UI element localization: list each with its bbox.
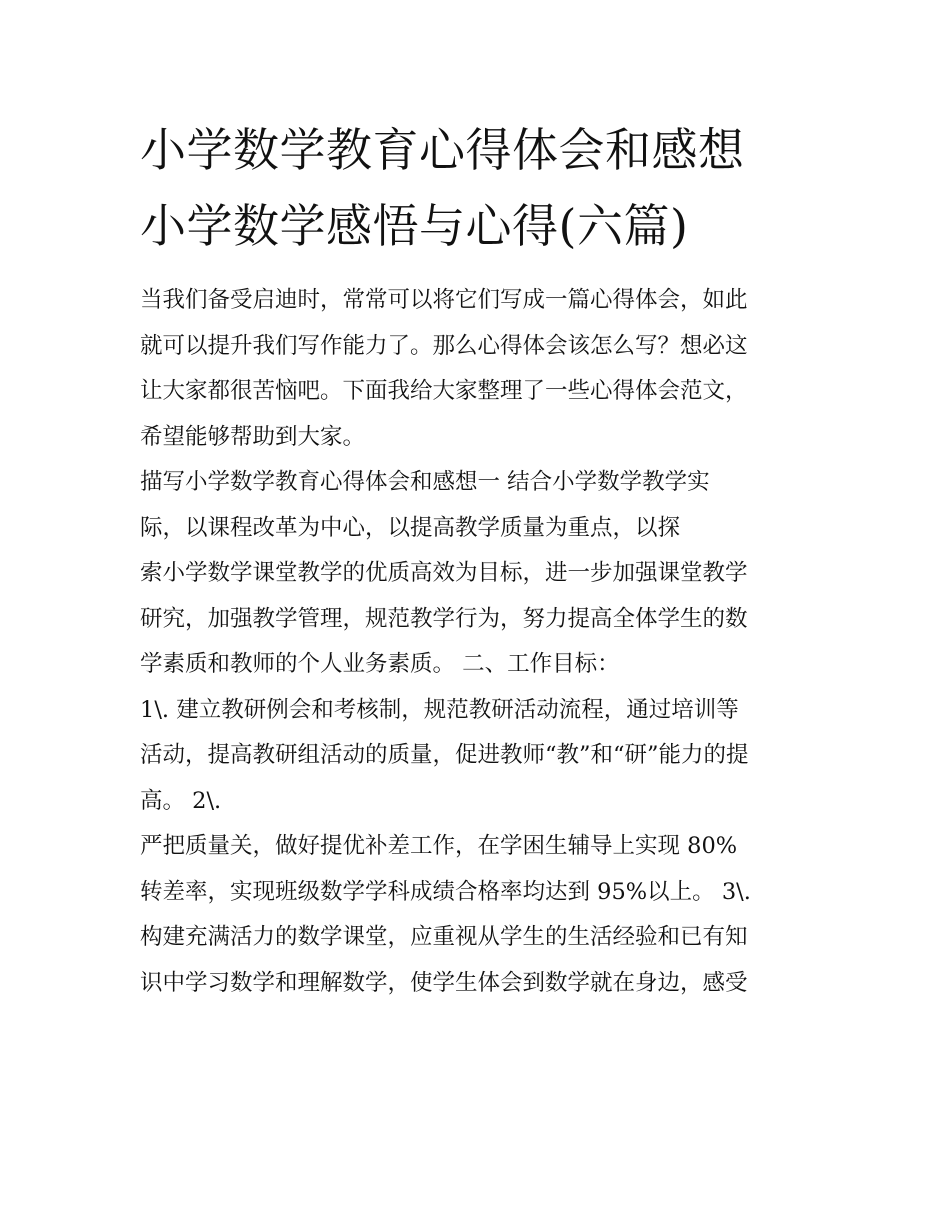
body-line-13: 严把质量关，做好提优补差工作，在学困生辅导上实现 80%	[140, 833, 738, 859]
body-line-5: 描写小学数学教育心得体会和感想一 结合小学数学教学实	[140, 469, 710, 495]
body-line-4: 希望能够帮助到大家。	[140, 423, 366, 450]
body-line-7: 索小学数学课堂教学的优质高效为目标，进一步加强课堂教学	[140, 560, 748, 586]
title-line-1: 小学数学教育心得体会和感想	[140, 123, 745, 177]
body-line-10: 1\. 建立教研例会和考核制，规范教研活动流程，通过培训等	[140, 696, 739, 723]
body-line-11: 活动，提高教研组活动的质量，促进教师“教”和“研”能力的提	[140, 742, 749, 768]
body-line-2: 就可以提升我们写作能力了。那么心得体会该怎么写？想必这	[140, 332, 748, 359]
body-line-16: 识中学习数学和理解数学，使学生体会到数学就在身边，感受	[140, 969, 748, 996]
body-line-8: 研究，加强教学管理，规范教学行为，努力提高全体学生的数	[140, 605, 748, 632]
body-line-1: 当我们备受启迪时，常常可以将它们写成一篇心得体会，如此	[140, 287, 748, 313]
body-line-14: 转差率，实现班级数学学科成绩合格率均达到 95%以上。 3\.	[140, 878, 751, 905]
body-line-6: 际，以课程改革为中心，以提高教学质量为重点，以探	[140, 514, 681, 541]
document-body	[140, 278, 830, 1006]
body-line-3: 让大家都很苦恼吧。下面我给大家整理了一些心得体会范文，	[140, 378, 748, 404]
body-line-15: 构建充满活力的数学课堂，应重视从学生的生活经验和已有知	[140, 924, 748, 950]
body-line-9: 学素质和教师的个人业务素质。 二、工作目标：	[140, 651, 620, 677]
body-line-12: 高。 2\.	[140, 787, 222, 814]
title-line-2: 小学数学感悟与心得(六篇)	[140, 199, 689, 253]
document-title	[140, 112, 830, 264]
